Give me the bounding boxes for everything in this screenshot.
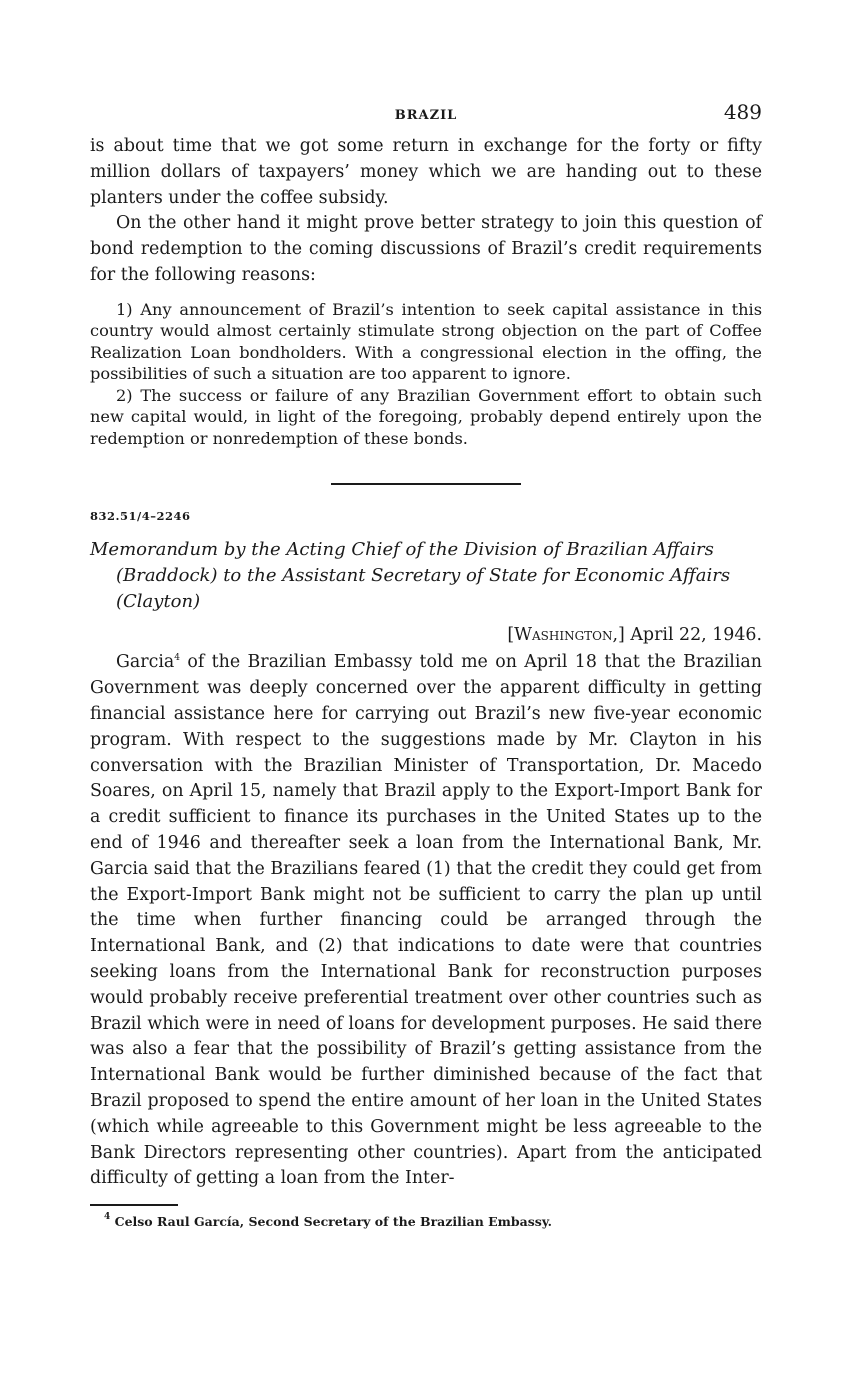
dateline-prefix: [ xyxy=(507,624,515,645)
footnote-marker: 4 xyxy=(104,1212,111,1223)
dateline-place: Washington xyxy=(514,624,613,645)
footnote-divider xyxy=(90,1204,178,1206)
body-name: Garcia xyxy=(116,652,175,673)
continuation-paragraph: is about time that we got some return in exchange for the forty or fifty million dollars of taxpayers’ money which we are handing out to these planters under the coffee subsidy. xyxy=(90,136,762,208)
reasons-list xyxy=(90,299,762,450)
body-text: of the Brazilian Embassy told me on April 18 that the Brazilian Government was deeply concerned over the apparent difficulty in getting financial assistance here for carrying out Brazil’s new five-year economic program. With respect to the suggestions made by Mr. Clayton in his conversation with the Brazilian Minister of Transportation, Dr. Macedo Soares, on April 15, namely that Brazil apply to the Export-Import Bank for a credit sufficient to finance its purchases in the United States up to the end of 1946 and thereafter seek a loan from the International Bank, Mr. Garcia said that the Brazilians feared (1) that the credit they could get from the Export-Import Bank might not be sufficient to carry the plan up until the time when further financing could be arranged through the International Bank, and (2) that indications to date were that countries seeking loans from the International Bank for reconstruction purposes would probably receive preferential treatment over other countries such as Brazil which were in need of loans for development purposes. He said there was also a fear that the possibility of Brazil’s getting assistance from the International Bank would be further diminished because of the fact that Brazil proposed to spend the entire amount of her loan in the United States (which while agreeable to this Government might be less agreeable to the Bank Directors representing other countries). Apart from the anticipated difficulty of getting a loan from the Inter- xyxy=(90,652,762,1189)
document-heading: Memorandum by the Acting Chief of the Division of Brazilian Affairs (Braddock) to the Assistant Secretary of State for Economic Affairs (Clayton) xyxy=(90,539,731,612)
running-title: BRAZIL xyxy=(394,108,458,123)
strategy-paragraph: On the other hand it might prove better strategy to join this question of bond redemption to the coming discussions of Brazil’s credit requirements for the following reasons: xyxy=(90,213,762,285)
memorandum-body xyxy=(90,650,762,1192)
dateline xyxy=(90,623,762,649)
reason-item: 1) Any announcement of Brazil’s intention to seek capital assistance in this country would almost certainly stimulate strong objection on the part of Coffee Realization Loan bondholders. With a congressional election in the offing, the possibilities of such a situation are too apparent to ignore. xyxy=(90,299,762,384)
running-head xyxy=(90,96,762,134)
footnote xyxy=(90,1214,762,1229)
document-page xyxy=(90,96,762,1229)
footnote-reference[interactable]: 4 xyxy=(174,653,180,664)
reason-item: 2) The success or failure of any Brazilian Government effort to obtain such new capital would, in light of the foregoing, probably depend entirely upon the redemption or nonredemption of these bonds. xyxy=(90,385,762,448)
section-divider xyxy=(331,483,521,485)
dateline-date: ,] April 22, 1946. xyxy=(612,624,762,645)
page-number: 489 xyxy=(723,100,762,124)
file-number: 832.51/4–2246 xyxy=(90,509,191,524)
footnote-text: Celso Raul García, Second Secretary of the Brazilian Embassy. xyxy=(110,1214,553,1230)
